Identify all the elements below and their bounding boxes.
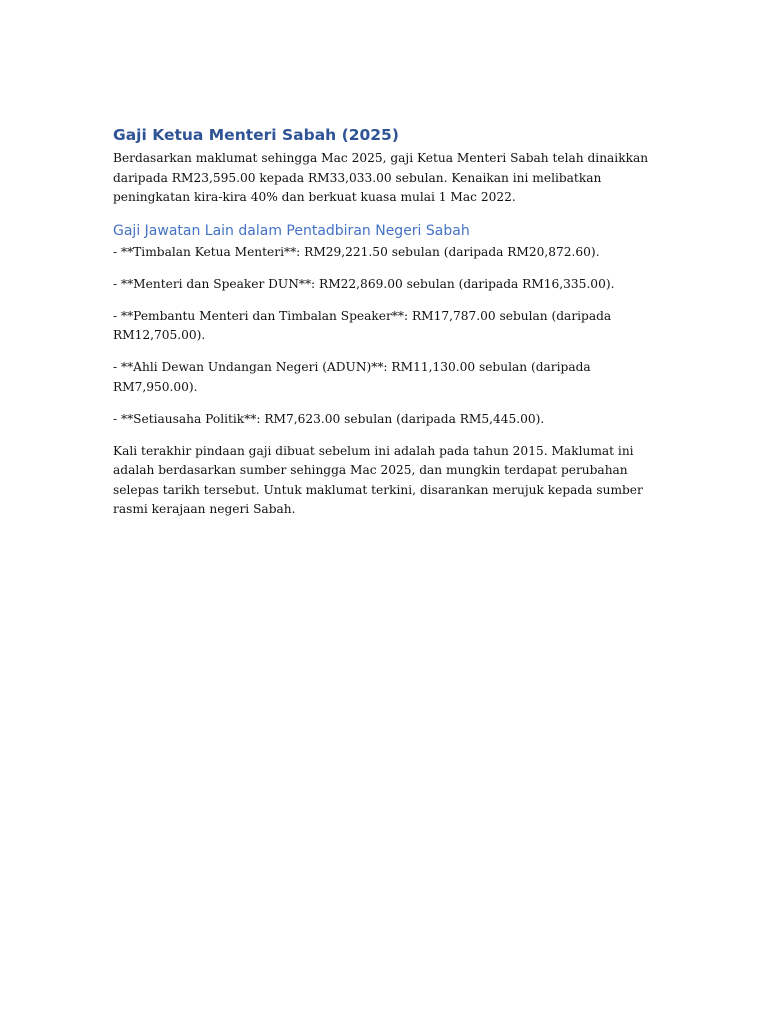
document-body	[113, 125, 658, 520]
list-item-menteri-speaker: - **Menteri dan Speaker DUN**: RM22,869.00 sebulan (daripada RM16,335.00).	[113, 276, 615, 291]
list-item-setiausaha-politik: - **Setiausaha Politik**: RM7,623.00 sebulan (daripada RM5,445.00).	[113, 411, 545, 426]
list-item-pembantu-menteri: - **Pembantu Menteri dan Timbalan Speaker**: RM17,787.00 sebulan (daripada RM12,705.00).	[113, 308, 612, 342]
sub-heading: Gaji Jawatan Lain dalam Pentadbiran Negeri Sabah	[113, 222, 470, 239]
main-heading: Gaji Ketua Menteri Sabah (2025)	[113, 126, 399, 144]
list-item-timbalan-ketua-menteri: - **Timbalan Ketua Menteri**: RM29,221.50 sebulan (daripada RM20,872.60).	[113, 244, 600, 259]
list-item-adun: - **Ahli Dewan Undangan Negeri (ADUN)**: RM11,130.00 sebulan (daripada RM7,950.00).	[113, 360, 591, 394]
intro-paragraph: Berdasarkan maklumat sehingga Mac 2025, gaji Ketua Menteri Sabah telah dinaikkan daripada RM23,595.00 kepada RM33,033.00 sebulan. Kenaikan ini melibatkan peningkatan kira-kira 40% dan berkuat kuasa mulai 1 Mac 2022.	[113, 151, 649, 204]
closing-paragraph: Kali terakhir pindaan gaji dibuat sebelum ini adalah pada tahun 2015. Maklumat ini adalah berdasarkan sumber sehingga Mac 2025, dan mungkin terdapat perubahan selepas tarikh tersebut. Untuk maklumat terkini, disarankan merujuk kepada sumber rasmi kerajaan negeri Sabah.	[113, 443, 643, 516]
